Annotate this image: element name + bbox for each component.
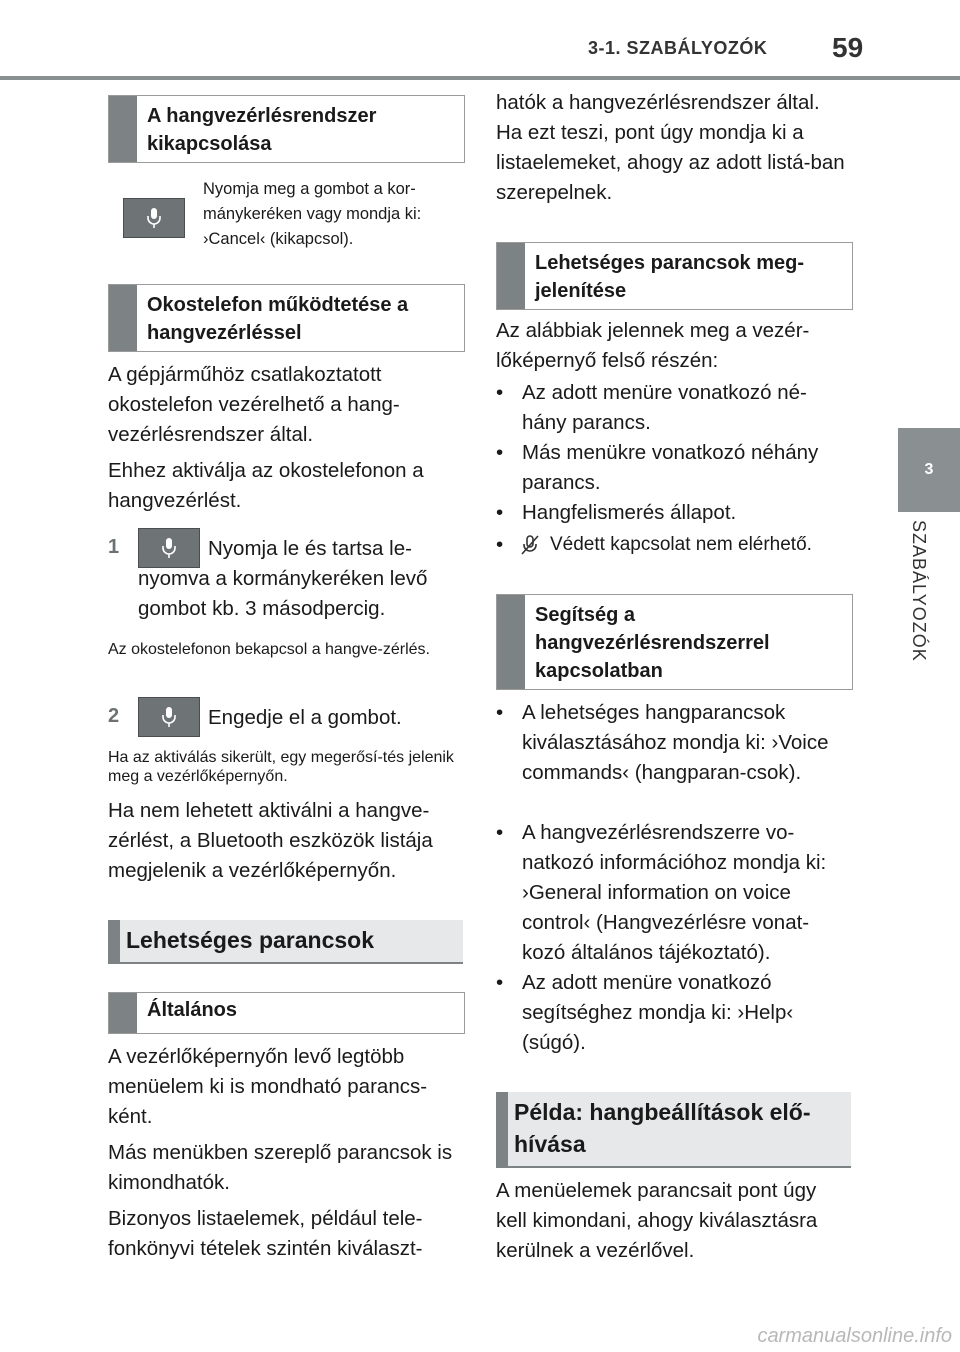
heading-display-commands: Lehetséges parancsok meg-jelenítése xyxy=(496,242,853,310)
watermark: carmanualsonline.info xyxy=(757,1325,952,1347)
paragraph: Bizonyos listaelemek, például tele-fonkönyvi tételek szintén kiválaszt- xyxy=(108,1207,423,1260)
paragraph: A gépjárműhöz csatlakoztatott okostelefon vezérelhető a hang-vezérlésrendszer által. xyxy=(108,363,400,446)
heading-general: Általános xyxy=(108,992,465,1034)
paragraph: Más menükben szereplő parancsok is kimondhatók. xyxy=(108,1141,453,1194)
heading-possible-commands: Lehetséges parancsok xyxy=(108,920,463,964)
chapter-tab-number: 3 xyxy=(898,428,960,512)
section-title: 3-1. SZABÁLYOZÓK xyxy=(588,38,768,58)
step-note: Az okostelefonon bekapcsol a hangve-zérlés. xyxy=(108,641,430,658)
step-text: Engedje el a gombot. xyxy=(208,706,402,729)
heading-bar xyxy=(497,243,525,309)
paragraph: Az alábbiak jelennek meg a vezér-lőképernyő felső részén: xyxy=(496,319,810,372)
chapter-tab-label: SZABÁLYOZÓK xyxy=(909,520,929,662)
step-note: Ha az aktiválás sikerült, egy megerősí-tés jelenik meg a vezérlőképernyőn. xyxy=(108,749,454,785)
list-item: • Az adott menüre vonatkozó né-hány parancs. xyxy=(496,381,807,434)
heading-smartphone: Okostelefon működtetése a hangvezérléssel xyxy=(108,284,465,352)
step-number: 1 xyxy=(108,536,120,558)
mic-button-icon xyxy=(138,697,200,737)
mic-button-icon xyxy=(123,198,185,238)
paragraph: A menüelemek parancsait pont úgy kell kimondani, ahogy kiválasztásra kerülnek a vezérlővel. xyxy=(496,1179,818,1262)
paragraph: Ehhez aktiválja az okostelefonon a hangvezérlést. xyxy=(108,459,424,512)
page-number: 59 xyxy=(832,32,864,63)
heading-bar xyxy=(109,96,137,162)
step-text: Nyomja le és tartsa le-nyomva a kormánykeréken levő gombot kb. 3 másodpercig. xyxy=(138,537,428,620)
heading-voice-off: A hangvezérlésrendszer kikapcsolása xyxy=(108,95,465,163)
list-item: • A lehetséges hangparancsok kiválasztásához mondja ki: ›Voice commands‹ (hangparan-csok). xyxy=(496,701,829,784)
list-item: • Védett kapcsolat nem elérhető. xyxy=(496,530,851,560)
list-item: • Hangfelismerés állapot. xyxy=(496,501,737,524)
step-number: 2 xyxy=(108,705,120,727)
header-rule xyxy=(0,76,960,80)
heading-bar xyxy=(109,993,137,1033)
no-secure-connection-icon xyxy=(520,534,540,565)
voice-off-text: Nyomja meg a gombot a kor-mánykeréken vagy mondja ki: ›Cancel‹ (kikapcsol). xyxy=(203,180,422,248)
heading-bar xyxy=(108,920,120,962)
heading-example: Példa: hangbeállítások elő-hívása xyxy=(496,1092,851,1168)
heading-help: Segítség a hangvezérlésrendszerrel kapcsolatban xyxy=(496,594,853,690)
list-item: • A hangvezérlésrendszerre vo-natkozó információhoz mondja ki: ›General information on voice control‹ (Hangvezérlésre vonat-kozó általános tájékoztató). xyxy=(496,821,827,964)
list-item: • Más menükre vonatkozó néhány parancs. xyxy=(496,441,819,494)
paragraph: hatók a hangvezérlésrendszer által. Ha ezt teszi, pont úgy mondja ki a listaelemeket, ahogy az adott listá-ban szerepelnek. xyxy=(496,91,845,204)
heading-bar xyxy=(497,595,525,689)
heading-bar xyxy=(109,285,137,351)
list-item: • Az adott menüre vonatkozó segítséghez mondja ki: ›Help‹ (súgó). xyxy=(496,971,794,1054)
paragraph: A vezérlőképernyőn levő legtöbb menüelem ki is mondható parancs-ként. xyxy=(108,1045,428,1128)
paragraph: Ha nem lehetett aktiválni a hangve-zérlést, a Bluetooth eszközök listája megjelenik a vezérlőképernyőn. xyxy=(108,799,433,882)
heading-bar xyxy=(496,1092,508,1166)
